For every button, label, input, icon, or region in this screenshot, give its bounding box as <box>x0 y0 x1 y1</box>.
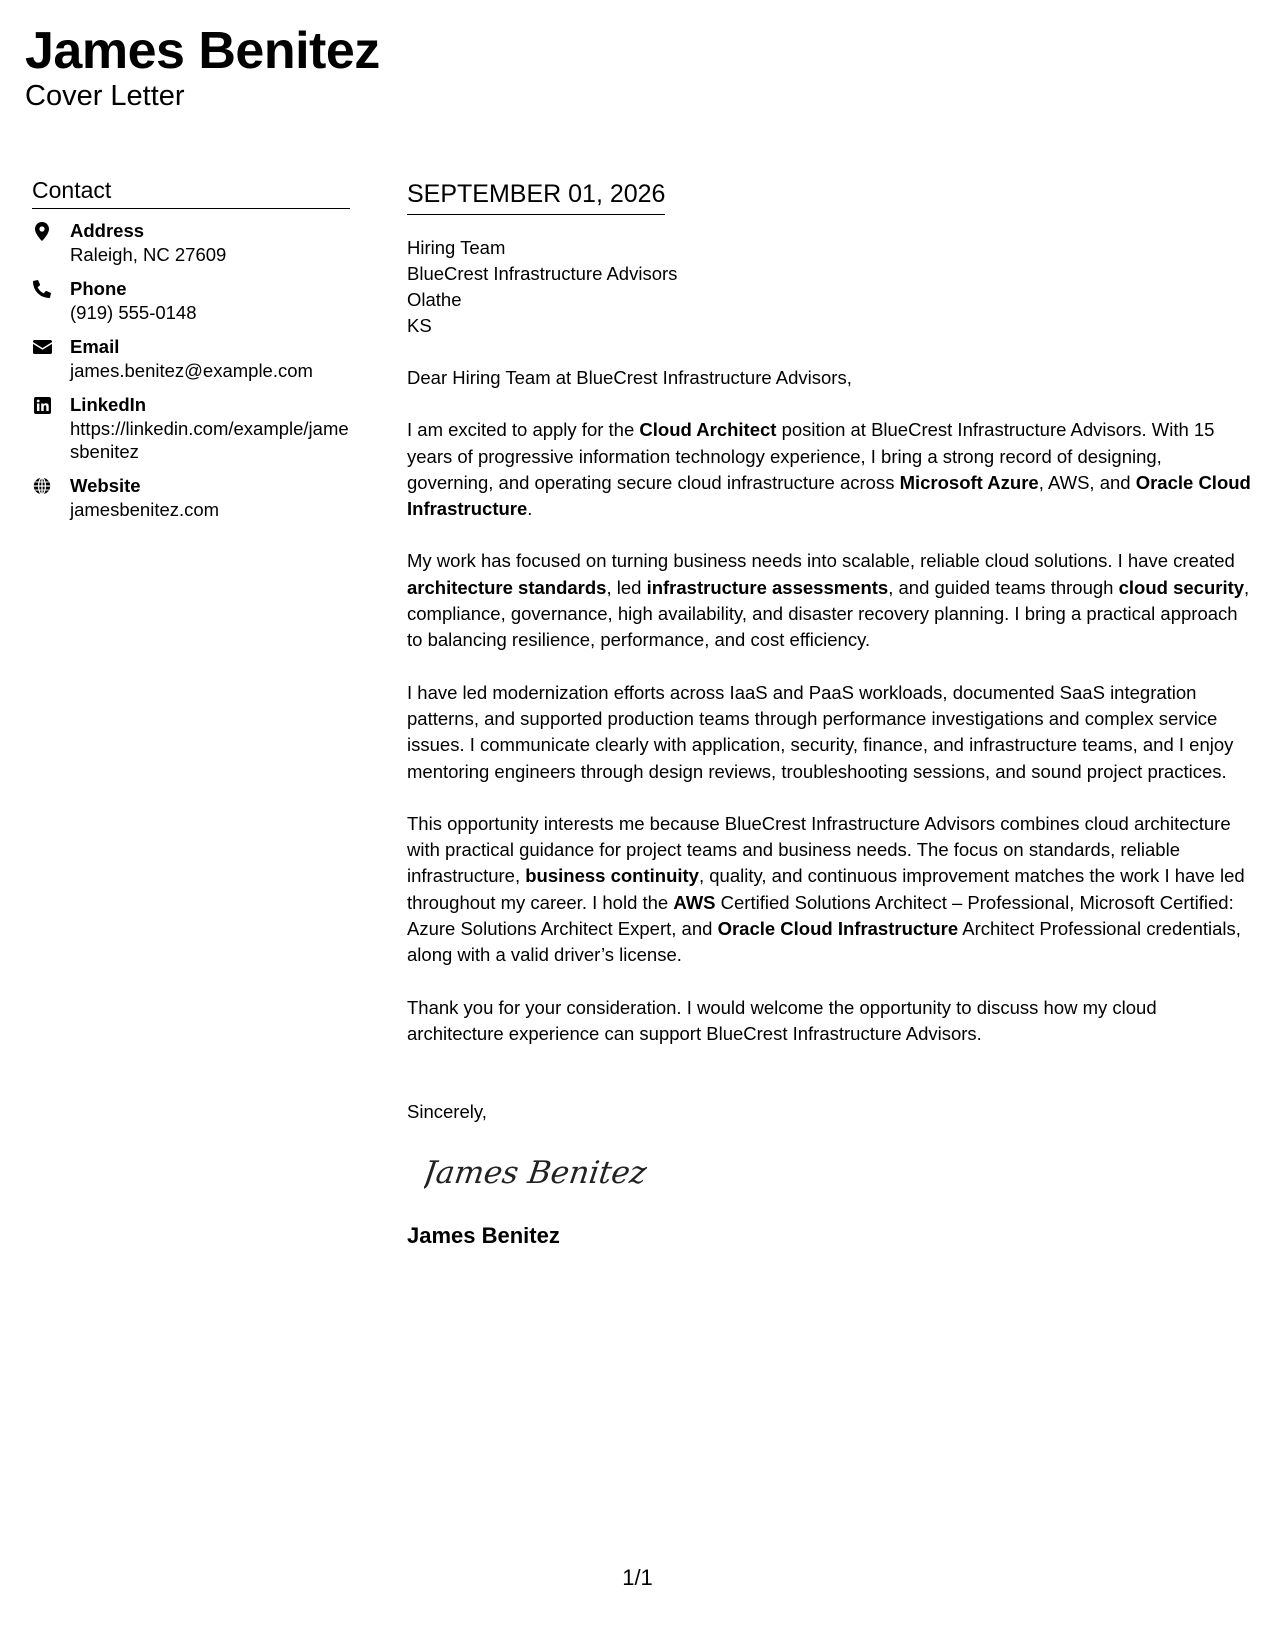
letter-body <box>407 177 1252 1250</box>
address-value: Raleigh, NC 27609 <box>70 244 227 265</box>
signature-image <box>424 1143 654 1199</box>
linkedin-label: LinkedIn <box>70 394 147 415</box>
phone-label: Phone <box>70 278 127 299</box>
text-run: , AWS, and <box>1038 471 1136 493</box>
linkedin-value[interactable]: https://linkedin.com/example/jamesbenitez <box>70 418 349 462</box>
bold-text: business continuity <box>525 865 699 887</box>
letter-paragraph <box>407 548 1252 653</box>
document-title: Cover Letter <box>25 80 185 112</box>
text-run: My work has focused on turning business needs into scalable, reliable cloud solutions. I have created <box>407 550 1235 572</box>
contact-item-linkedin <box>32 393 350 463</box>
contact-item-address <box>32 219 350 266</box>
salutation: Dear Hiring Team at BlueCrest Infrastructure Advisors, <box>407 367 852 388</box>
text-run: Certified Solutions Architect – Professional, Microsoft Certified: Azure Solutions Architect Expert, and <box>407 891 1234 940</box>
bold-text: Cloud Architect <box>639 419 777 441</box>
signature-text: James Benitez <box>424 1155 649 1192</box>
contact-heading: Contact <box>32 175 350 209</box>
header <box>25 22 380 112</box>
letter-paragraph <box>407 811 1252 969</box>
recipient-line: Hiring Team <box>407 237 506 258</box>
text-run: . <box>527 498 533 520</box>
text-run: Architect Professional credentials, along with a valid driver’s license. <box>407 918 1241 966</box>
email-label: Email <box>70 336 120 357</box>
text-run: , led <box>606 576 647 598</box>
website-label: Website <box>70 475 141 496</box>
bold-text: Oracle Cloud Infrastructure <box>717 918 959 940</box>
map-pin-icon <box>32 221 52 241</box>
contact-sidebar <box>32 175 350 532</box>
page-number: 1/1 <box>622 1565 653 1590</box>
applicant-name: James Benitez <box>25 22 380 80</box>
recipient-line: Olathe <box>407 289 462 310</box>
text-run: position at BlueCrest Infrastructure Advisors. With 15 years of progressive information technology experience, I bring a strong record of designing, governing, and operating secure cloud infrastructure across <box>407 419 1215 493</box>
letter-paragraph <box>407 417 1252 522</box>
text-run: Thank you for your consideration. I would welcome the opportunity to discuss how my cloud architecture experience can support BlueCrest Infrastructure Advisors. <box>407 996 1157 1044</box>
bold-text: infrastructure assessments <box>646 576 889 598</box>
signed-name: James Benitez <box>407 1223 560 1249</box>
recipient-block <box>407 235 1252 339</box>
letter-paragraph <box>407 680 1252 785</box>
contact-item-phone <box>32 277 350 324</box>
bold-text: cloud security <box>1118 576 1245 598</box>
text-run: , compliance, governance, high availability, and disaster recovery planning. I bring a practical approach to balancing resilience, performance, and cost efficiency. <box>407 576 1250 651</box>
email-value: james.benitez@example.com <box>70 360 313 381</box>
text-run: , and guided teams through <box>888 576 1119 598</box>
recipient-line: KS <box>407 315 432 336</box>
address-label: Address <box>70 220 145 241</box>
website-value[interactable]: jamesbenitez.com <box>70 499 220 520</box>
linkedin-icon <box>32 395 52 415</box>
text-run: I am excited to apply for the <box>407 419 640 441</box>
globe-icon <box>32 476 52 496</box>
text-run: This opportunity interests me because BlueCrest Infrastructure Advisors combines cloud architecture with practical guidance for project teams and business needs. The focus on standards, reliable infrastructure, <box>407 812 1231 887</box>
recipient-line: BlueCrest Infrastructure Advisors <box>407 263 678 284</box>
contact-item-email <box>32 335 350 382</box>
text-run: , quality, and continuous improvement matches the work I have led throughout my career. I hold the <box>407 865 1245 913</box>
bold-text: Microsoft Azure <box>899 471 1039 493</box>
phone-value: (919) 555-0148 <box>70 302 197 323</box>
contact-item-website <box>32 474 350 521</box>
bold-text: AWS <box>673 891 716 913</box>
phone-icon <box>32 279 52 299</box>
letter-paragraphs <box>407 417 1252 1047</box>
closing: Sincerely, <box>407 1101 487 1123</box>
text-run: I have led modernization efforts across IaaS and PaaS workloads, documented SaaS integration patterns, and supported production teams through performance investigations and complex service issues. I communicate clearly with application, security, finance, and infrastructure teams, and I enjoy mentoring engineers through design reviews, troubleshooting sessions, and sound project practices. <box>407 681 1234 782</box>
letter-date: SEPTEMBER 01, 2026 <box>407 177 665 215</box>
bold-text: Oracle Cloud Infrastructure <box>407 471 1251 520</box>
envelope-icon <box>32 337 52 357</box>
bold-text: architecture standards <box>407 576 607 598</box>
letter-paragraph <box>407 995 1252 1048</box>
